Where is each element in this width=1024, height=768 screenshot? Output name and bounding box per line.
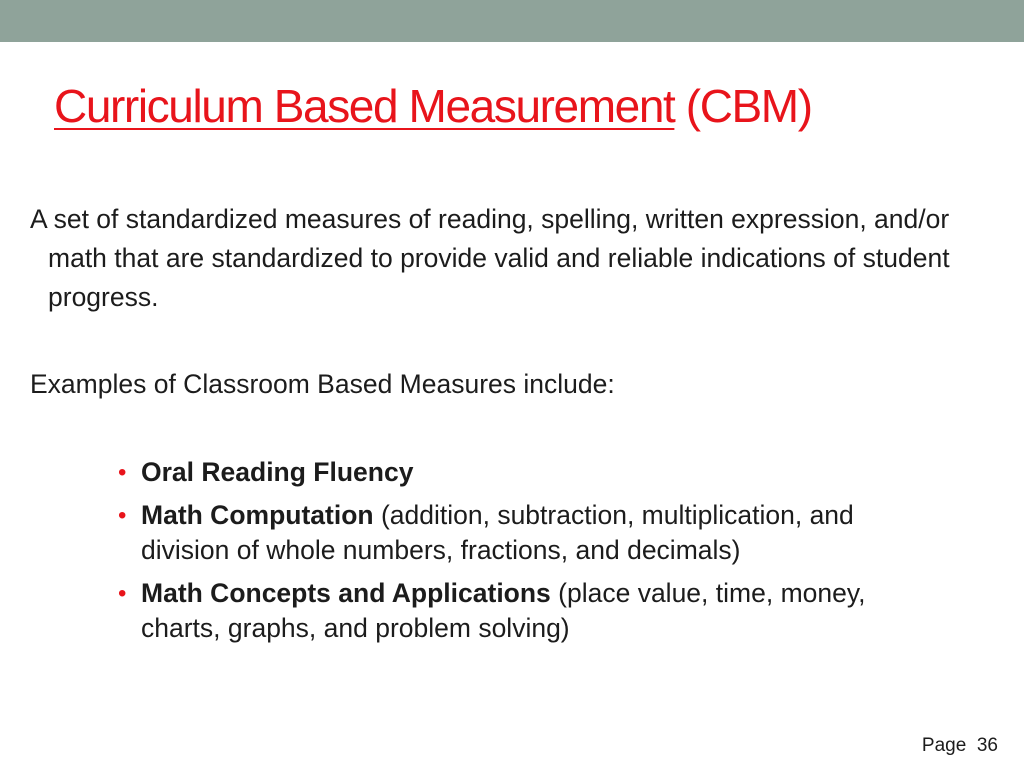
examples-intro: Examples of Classroom Based Measures include: [30,369,615,399]
item-heading: Oral Reading Fluency [141,457,414,487]
list-item [116,576,896,646]
title-link[interactable]: Curriculum Based Measurement [54,80,675,132]
definition-text: A set of standardized measures of reading, spelling, written expression, and/or math that are standardized to provide valid and reliable indications of student progress. [30,204,950,312]
list-item [116,455,896,490]
bullet-icon: • [118,580,127,607]
slide-title [54,78,812,134]
list-item [116,498,896,568]
examples-list [116,455,896,654]
top-band [0,0,1024,42]
page-label: Page [921,735,967,756]
page-number [922,735,998,757]
bullet-icon: • [118,502,127,529]
page-value: 36 [976,735,998,756]
item-detail: (place value, time, money, charts, graphs, and problem solving) [141,578,866,643]
bullet-icon: • [118,459,127,486]
item-heading: Math Concepts and Applications [141,578,551,608]
item-detail: (addition, subtraction, multiplication, and division of whole numbers, fractions, and decimals) [141,500,854,565]
item-heading: Math Computation [141,500,374,530]
title-suffix: (CBM) [674,80,812,132]
